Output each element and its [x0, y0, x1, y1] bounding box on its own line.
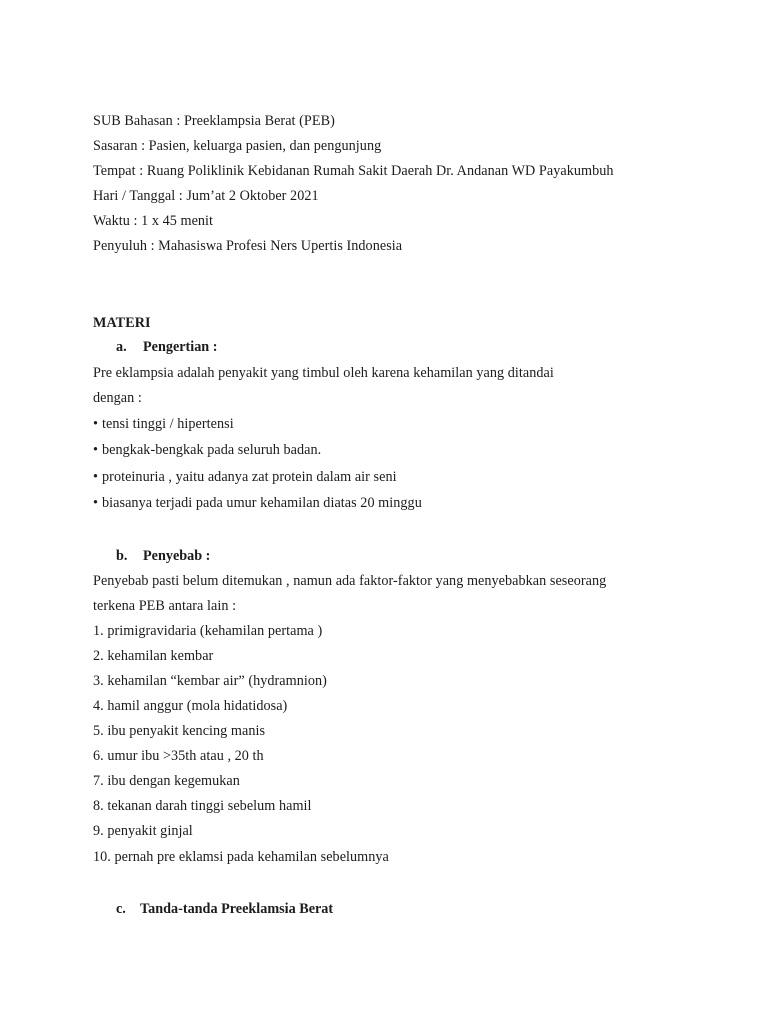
sub-bahasan-line: SUB Bahasan : Preeklampsia Berat (PEB) [93, 113, 335, 129]
list-item: 8. tekanan darah tinggi sebelum hamil [93, 798, 312, 814]
penyuluh-line: Penyuluh : Mahasiswa Profesi Ners Upertis Indonesia [93, 238, 403, 254]
bullet-icon: • [93, 469, 99, 485]
penyebab-letter: b. [116, 548, 128, 564]
list-item: 9. penyakit ginjal [93, 823, 193, 839]
list-item: 6. umur ibu >35th atau , 20 th [93, 748, 264, 764]
sasaran-line: Sasaran : Pasien, keluarga pasien, dan pengunjung [93, 138, 382, 154]
hari-tanggal-line: Hari / Tanggal : Jum’at 2 Oktober 2021 [93, 188, 319, 204]
pengertian-title: Pengertian : [143, 339, 218, 355]
list-item: 10. pernah pre eklamsi pada kehamilan sebelumnya [93, 849, 389, 865]
bullet-icon: • [93, 495, 99, 511]
pengertian-intro-2: dengan : [93, 390, 142, 406]
pengertian-intro-1: Pre eklampsia adalah penyakit yang timbul oleh karena kehamilan yang ditandai [93, 365, 554, 381]
list-item: 4. hamil anggur (mola hidatidosa) [93, 698, 288, 714]
list-item: • biasanya terjadi pada umur kehamilan diatas 20 minggu [93, 495, 422, 511]
tempat-line: Tempat : Ruang Poliklinik Kebidanan Rumah Sakit Daerah Dr. Andanan WD Payakumbuh [93, 163, 614, 179]
tanda-letter: c. [116, 901, 126, 917]
pengertian-letter: a. [116, 339, 127, 355]
list-item: 2. kehamilan kembar [93, 648, 214, 664]
list-item: • tensi tinggi / hipertensi [93, 416, 234, 432]
tanda-title: Tanda-tanda Preeklamsia Berat [140, 901, 334, 917]
penyebab-intro-1: Penyebab pasti belum ditemukan , namun ada faktor-faktor yang menyebabkan seseorang [93, 573, 607, 589]
list-item: • proteinuria , yaitu adanya zat protein dalam air seni [93, 469, 397, 485]
list-item: 1. primigravidaria (kehamilan pertama ) [93, 623, 323, 639]
list-item: 5. ibu penyakit kencing manis [93, 723, 266, 739]
waktu-line: Waktu : 1 x 45 menit [93, 213, 214, 229]
list-item: 3. kehamilan “kembar air” (hydramnion) [93, 673, 327, 689]
list-item: • bengkak-bengkak pada seluruh badan. [93, 442, 322, 458]
penyebab-intro-2: terkena PEB antara lain : [93, 598, 237, 614]
materi-heading: MATERI [93, 315, 151, 331]
bullet-icon: • [93, 442, 99, 458]
penyebab-title: Penyebab : [143, 548, 211, 564]
bullet-icon: • [93, 416, 99, 432]
list-item: 7. ibu dengan kegemukan [93, 773, 240, 789]
